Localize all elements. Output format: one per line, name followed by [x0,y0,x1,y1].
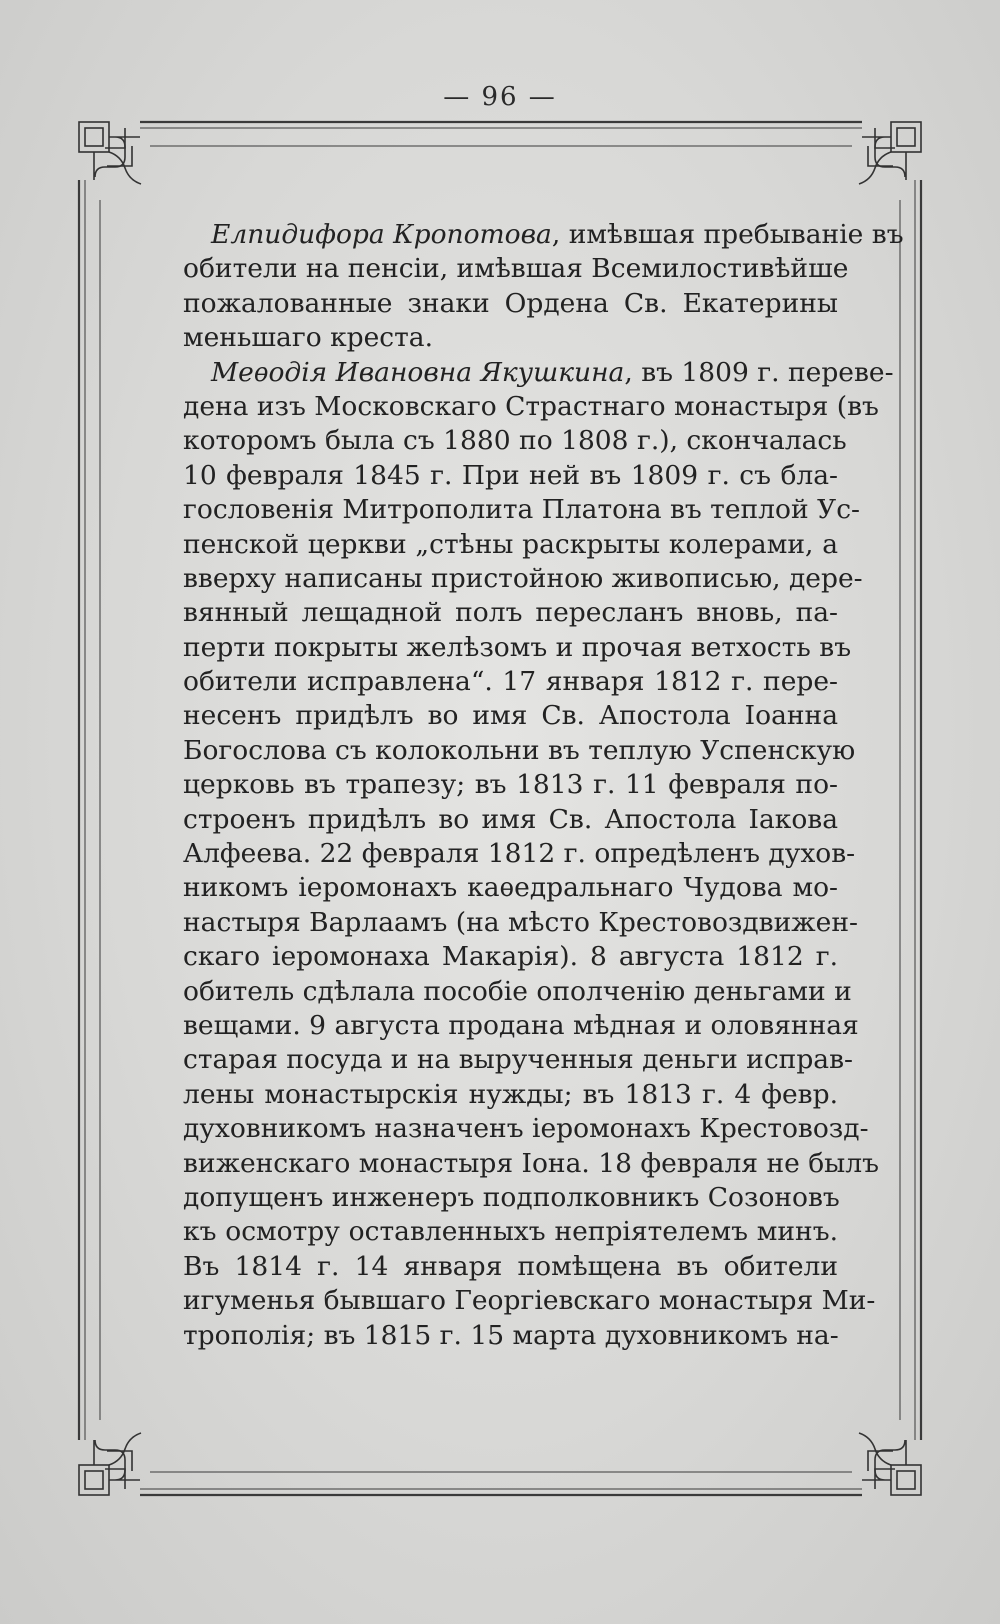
line-text: обители на пенсіи, имѣвшая Всемилостивѣйше [183,253,849,285]
line-text: перти покрыты желѣзомъ и прочая ветхость въ [183,631,852,663]
text-line [183,1181,838,1215]
text-line [183,528,838,562]
line-text: скаго іеромонаха Макарія). 8 августа 1812 г. [183,941,838,973]
line-text: вверху написаны пристойною живописью, дере- [183,562,863,594]
text-line [183,390,879,424]
line-text: игуменья бывшаго Георгіевскаго монастыря Ми- [183,1285,876,1317]
line-text: старая посуда и на вырученныя деньги исправ- [183,1044,853,1076]
line-text: пожалованные знаки Ордена Св. Екатерины [183,287,838,319]
text-line [183,459,838,493]
line-text: вещами. 9 августа продана мѣдная и оловянная [183,1009,859,1041]
line-text: 10 февраля 1845 г. При ней въ 1809 г. съ бла- [183,459,838,491]
text-line [183,665,838,699]
line-text: вянный лещадной полъ пересланъ вновь, па- [183,597,838,629]
line-text: , имѣвшая пребываніе въ [551,219,904,250]
line-text: обитель сдѣлала пособіе ополченію деньгами и [183,975,852,1007]
line-text: несенъ придѣлъ во имя Св. Апостола Іоанна [183,700,838,732]
text-line [183,596,838,630]
line-text: дена изъ Московскаго Страстнаго монастыря (въ [183,390,879,422]
corner-ornament-bottom-left [79,1433,141,1495]
text-line [183,562,863,596]
body-text [183,218,904,1353]
italic-name: Елпидифора Кропотова [211,219,552,250]
text-line [183,837,856,871]
line-text: церковь въ трапезу; въ 1813 г. 11 февраля по- [183,769,838,801]
text-line [183,1147,879,1181]
text-line [183,424,847,458]
corner-ornament-top-right [859,122,921,184]
text-line [183,1078,838,1112]
corner-ornament-top-left [79,122,141,184]
text-line [183,1009,859,1043]
line-text: Алфеева. 22 февраля 1812 г. опредѣленъ духов- [183,838,856,870]
line-text: гословенія Митрополита Платона въ теплой Ус- [183,494,860,526]
text-line [183,803,838,837]
text-line [183,699,838,733]
line-text: настыря Варлаамъ (на мѣсто Крестовоздвижен- [183,906,858,938]
line-text: меньшаго креста. [183,322,434,354]
text-line [183,1250,838,1284]
text-line [183,252,849,286]
line-text: обители исправлена“. 17 января 1812 г. пере- [183,666,838,698]
line-text: духовникомъ назначенъ іеромонахъ Крестовозд- [183,1113,869,1145]
text-line [183,871,838,905]
text-line [183,321,838,355]
text-line [183,356,894,390]
text-line [183,218,904,252]
line-text: которомъ была съ 1880 по 1808 г.), скончалась [183,425,847,457]
line-text: Въ 1814 г. 14 января помѣщена въ обители [183,1250,838,1282]
text-line [183,768,838,802]
italic-name: Меѳодія Ивановна Якушкина [211,356,625,388]
line-text: трополія; въ 1815 г. 15 марта духовникомъ на- [183,1319,839,1351]
text-line [183,734,856,768]
text-line [183,631,852,665]
text-line [183,940,838,974]
text-line [183,906,858,940]
text-line [183,1319,838,1353]
line-text: допущенъ инженеръ подполковникъ Созоновъ [183,1181,840,1213]
page-number: — 96 — [443,82,557,112]
line-text: никомъ іеромонахъ каѳедральнаго Чудова мо- [183,872,838,904]
text-line [183,287,838,321]
text-line [183,1112,869,1146]
line-text: къ осмотру оставленныхъ непріятелемъ минъ. [183,1216,838,1248]
line-text: пенской церкви „стѣны раскрыты колерами, а [183,528,838,560]
line-text: лены монастырскія нужды; въ 1813 г. 4 февр. [183,1078,838,1110]
line-text: строенъ придѣлъ во имя Св. Апостола Іакова [183,803,838,835]
line-text: Богослова съ колокольни въ теплую Успенскую [183,734,856,766]
line-text: виженскаго монастыря Іона. 18 февраля не былъ [183,1147,879,1179]
line-text: , въ 1809 г. переве- [624,356,894,388]
text-line [183,1215,838,1249]
corner-ornament-bottom-right [859,1433,921,1495]
text-line [183,493,860,527]
text-line [183,975,852,1009]
text-line [183,1043,853,1077]
text-line [183,1284,876,1318]
